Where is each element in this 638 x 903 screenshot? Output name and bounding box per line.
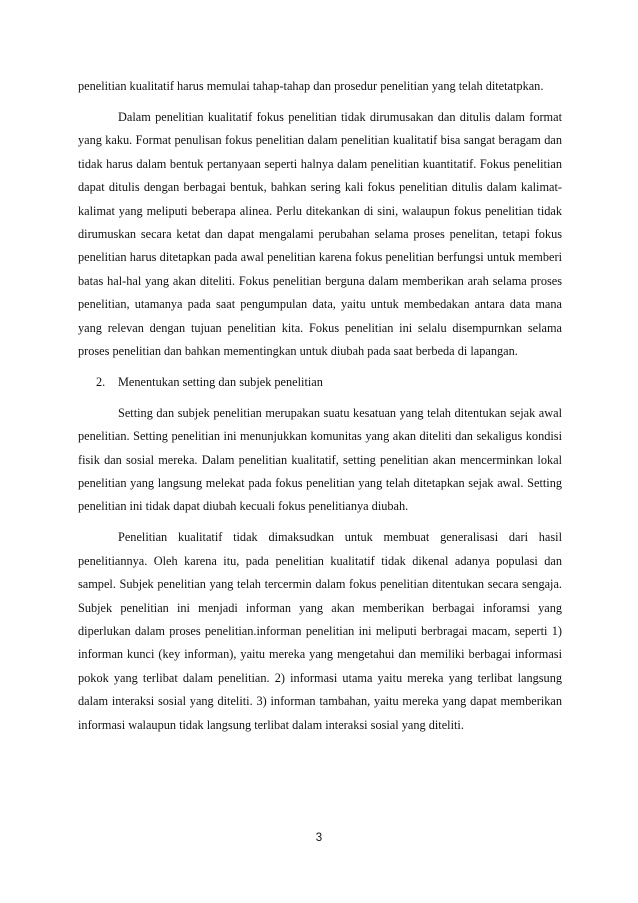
list-number: 2. — [96, 374, 106, 389]
paragraph-setting: Setting dan subjek penelitian merupakan suatu kesatuan yang telah ditentukan sejak awal penelitian. Setting penelitian ini menunjukkan komunitas yang akan diteliti dan sekaligus kondisi fisik dan sosial mereka. Dalam penelitian kualitatif, setting penelitian akan mencerminkan lokal penelitian yang langsung melekat pada fokus penelitian yang telah ditetapkan sejak awal. Setting penelitian ini tidak dapat diubah kecuali fokus penelitianya diubah. — [78, 405, 562, 514]
page-number: 3 — [315, 832, 323, 844]
paragraph-focus: Dalam penelitian kualitatif fokus penelitian tidak dirumusakan dan ditulis dalam format yang kaku. Format penulisan fokus penelitian dalam penelitian kualitatif bisa sangat beragam dan tidak harus dalam bentuk pertanyaan seperti halnya dalam penelitian kuantitatif. Fokus penelitian dapat ditulis dengan berbagai bentuk, bahkan sering kali fokus penelitian ditulis dalam kalimat-kalimat yang meliputi beberapa alinea. Perlu ditekankan di sini, walaupun fokus penelitian tidak dirumuskan secara ketat dan dapat mengalami perubahan selama proses penelitan, tetapi fokus penelitian harus ditetapkan pada awal penelitian karena fokus penelitian berfungsi untuk memberi batas hal-hal yang akan diteliti. Fokus penelitian berguna dalam memberikan arah selama proses penelitian, utamanya pada saat pengumpulan data, yaitu untuk membedakan antara data mana yang relevan dengan tujuan penelitian kita. Fokus penelitian ini selalu disempurnkan selama proses penelitian dan bahkan mementingkan untuk diubah pada saat berbeda di lapangan. — [78, 109, 562, 358]
numbered-heading — [78, 371, 562, 394]
paragraph-subject: Penelitian kualitatif tidak dimaksudkan untuk membuat generalisasi dari hasil penelitiannya. Oleh karena itu, pada penelitian kualitatif tidak dikenal adanya populasi dan sampel. Subjek penelitian yang telah tercermin dalam fokus penelitian ditentukan secara sengaja. Subjek penelitian ini menjadi informan yang akan memberikan berbagai inforamsi yang diperlukan dalam proses penelitian.informan penelitian ini meliputi berbragai macam, seperti 1) informan kunci (key informan), yaitu mereka yang mengetahui dan memiliki berbagai informasi pokok yang terlibat dalam penelitian. 2) informasi utama yaitu mereka yang terlibat langsung dalam interaksi sosial yang diteliti. 3) informan tambahan, yaitu mereka yang dapat memberikan informasi walaupun tidak langsung terlibat dalam interaksi sosial yang diteliti. — [78, 530, 562, 732]
document-body — [78, 75, 562, 744]
paragraph-continuation: penelitian kualitatif harus memulai tahap-tahap dan prosedur penelitian yang telah ditetatpkan. — [78, 79, 544, 93]
list-heading-text: Menentukan setting dan subjek penelitian — [118, 374, 323, 389]
